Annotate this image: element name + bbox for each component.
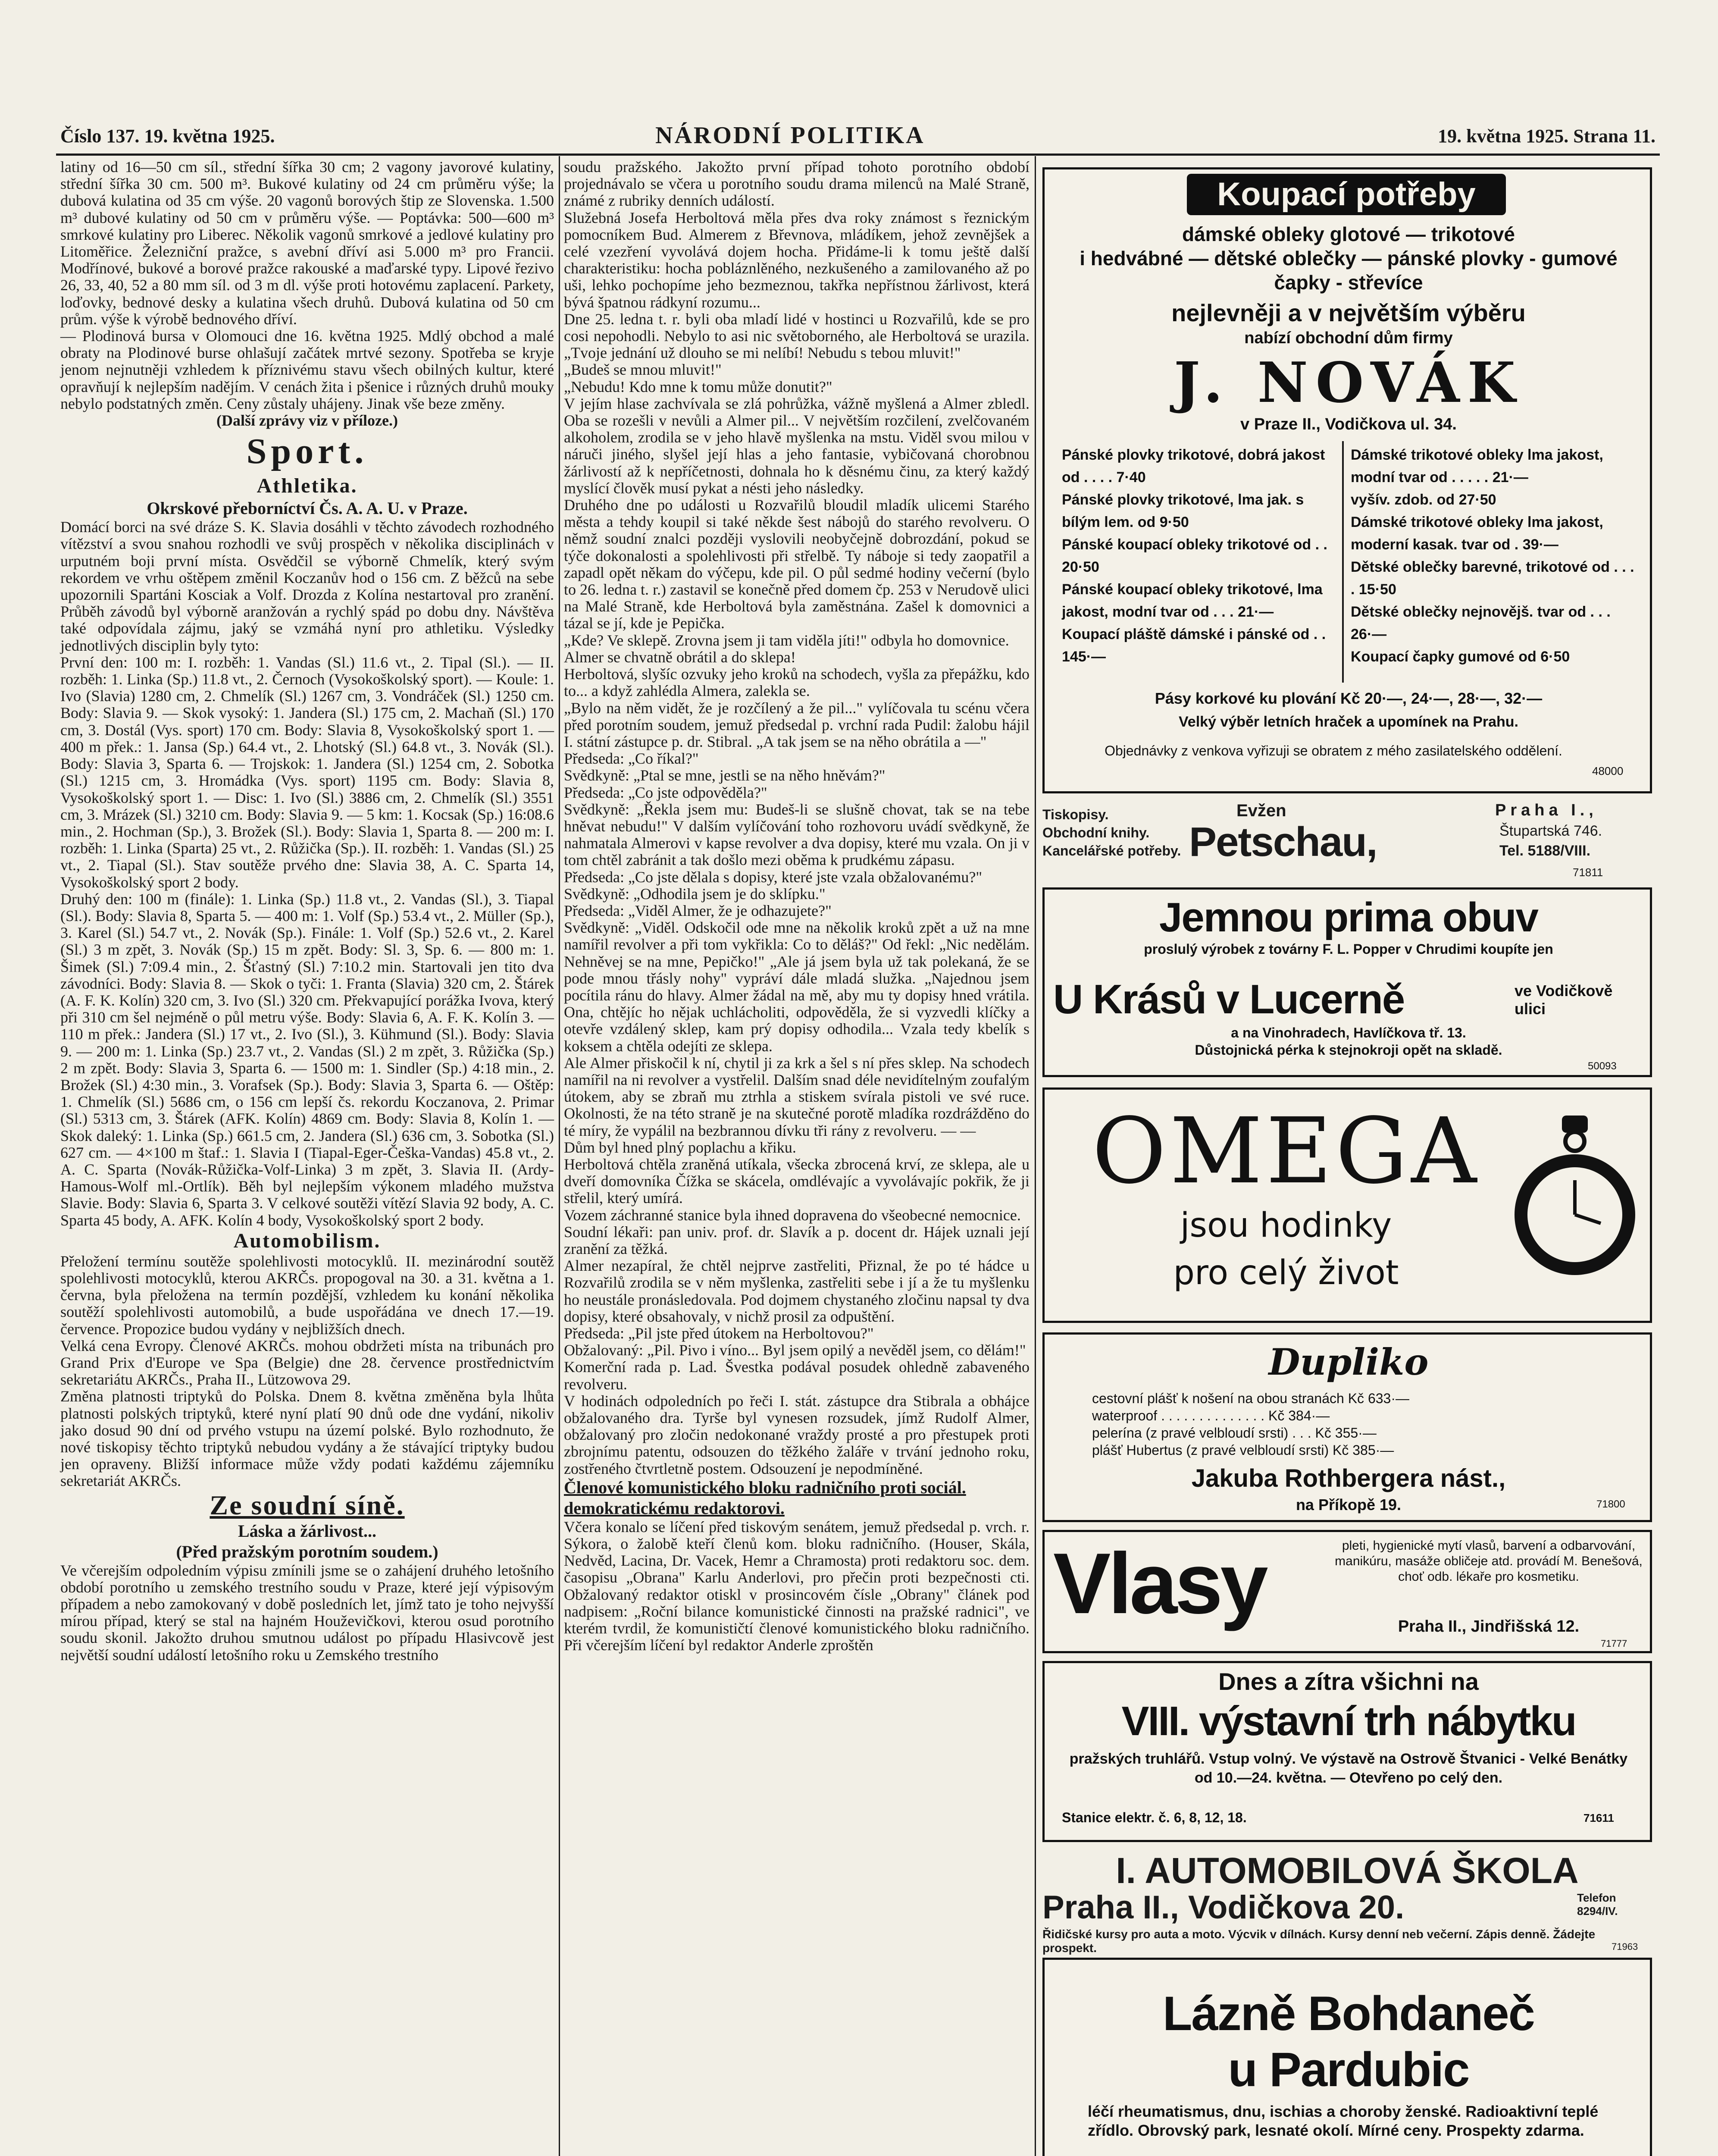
court-story-p26: Předseda: „Pil jste před útokem na Herboltovou?" <box>564 1325 874 1342</box>
ad-footwear <box>1042 887 1652 1077</box>
motorcycle-reliability-text: Přeložení termínu soutěže spolehlivosti motocyklů. II. mezinárodní soutěž spolehlivosti motocyklů, kterou AKRČs. propogoval na 30. a 31. května a 1. června, byla přeložena na termín pozdější, vzhledem ku konání několika soutěží spolehlivosti automobilů, a bude uspořádána ve dnech 17.—19. července. Propozice budou vydány v nejbližších dnech. <box>60 1252 554 1338</box>
ad-furniture-sub: pražských truhlářů. Vstup volný. Ve výstavě na Ostrově Štvanici - Velké Benátky od 10.—24. května. — Otevřeno po celý den. <box>1069 1751 1628 1786</box>
ad-petschau-number: 71811 <box>1573 866 1603 879</box>
ad-petschau-street: Štupartská 746. <box>1499 823 1602 839</box>
ad-driving-school-line2: Praha II., Vodičkova 20. <box>1042 1889 1405 1926</box>
jury-court-subheading: (Před pražským porotním soudem.) <box>176 1542 438 1561</box>
court-story-p11: „Bylo na něm vidět, že je rozčílený a že pil..." vylíčovala tu scénu včera před porotním soudem, jemuž předsedal p. vrchní rada Pudil: žalobu hájil I. státní zástupce p. dr. Stibral. „A tak jsem se na něho obrátila a —" <box>564 699 1030 750</box>
further-news-note: (Další zprávy viz v příloze.) <box>216 412 398 429</box>
ad-driving-school <box>1042 1850 1652 1953</box>
ad-novak-brand: J. NOVÁK <box>1174 351 1523 415</box>
ad-spa-line1: Lázně Bohdaneč <box>1163 1987 1534 2040</box>
district-championship-heading: Okrskové přeborníctví Čs. A. A. U. v Praze. <box>147 498 468 518</box>
court-story-p19: Svědkyně: „Viděl. Odskočil ode mne na několik kroků zpět a už na mne namířil revolver a při tom vykřikla: Co to děláš?" Od řekl: „Nic nedělám. Nehněvej se na mne, Pepičko!" „Ale já jsem byla už tak polekaná, že se pode mnou třásly nohy" vypráví dále mladá služka. „Najednou jsem pocítila ránu do hlavy. Almer žádal na mě, aby mu ty dopisy hned vrátila. Ona, chtějíc ho nějak uchlácholiti, odpověděla, že si vyzvedli klíčky a otevře vzdálený sklep, kam prý dopisy odhodila... Vzala tedy kbelík s koksem a chtěla odejíti ze sklepa. <box>564 919 1030 1055</box>
court-story-p12: Předseda: „Co říkal?" <box>564 750 699 768</box>
column-1 <box>60 159 554 1664</box>
ad-hair-text: pleti, hygienické mytí vlasů, barvení a odbarvování, manikúru, masáže obličeje atd. provádí M. Benešová, choť odb. lékaře pro kosmetiku. <box>1335 1539 1643 1584</box>
communist-bloc-heading: Členové komunistického bloku radničního proti sociál. demokratickému redaktorovi. <box>564 1477 966 1518</box>
court-story-p25: Almer nezapíral, že chtěl nejprve zastřeliti, Přiznal, že po té hádce u Rozvařilů zrodila se v něm myšlenka, zastřeliti sebe i jí a že tu myšlenku ho neustále pronásledovala. Pod dojmem chystaného zločinu napsal ty dva dopisy, které obsahovaly, v nichž prosil za odpuštění. <box>564 1257 1030 1325</box>
ad-petschau-city: Praha I., <box>1495 801 1598 819</box>
court-story-p24: Soudní lékaři: pan univ. prof. dr. Slavík a p. docent dr. Hájek uznali její zranění za těžká. <box>564 1223 1030 1257</box>
ad-hair-number: 71777 <box>1601 1638 1627 1649</box>
sport-heading: Sport. <box>246 431 368 472</box>
column-2 <box>564 159 1030 1654</box>
ad-petschau-brand: Petschau, <box>1189 819 1377 865</box>
athletics-day1-results: První den: 100 m: I. rozběh: 1. Vandas (Sl.) 11.6 vt., 2. Tipal (Sl.). — II. rozběh: 1. Linka (Sp.) 11.8 vt., 2. Černoch (Vysokoškolský sport). — Koule: 1. Ivo (Slavia) 1280 cm, 2. Chmelík (Sl.) 1267 cm, 3. Vondráček (Sl.) 1250 cm. Body: Slavia 9. — Skok vysoký: 1. Jandera (Sl.) 175 cm, 2. Machaň (Sl.) 170 cm, 3. Dostál (Vys. sport) 170 cm. Body: Slavia 8, Vysokoškolský sport 1. — 400 m přek.: 1. Jansa (Sp.) 64.4 vt., 2. Lhotský (Sl.) 64.8 vt., 3. Novák (Sl.). Body: Slavia 3, Sparta 6. — Trojskok: 1. Jandera (Sl.) 1254 cm, 2. Sobotka (Sl.) 1215 cm, 3. Hromádka (Vys. sport) 1195 cm. Body: Slavia 8, Vysokoškolský sport 1. — Disc: 1. Ivo (Sl.) 3886 cm, 2. Chmelík (Sl.) 3551 cm, 3. Mrázek (Sl.) 3210 cm. Body: Slavia 9. — 5 km: 1. Kocsak (Sp.) 16:08.6 min., 2. Hochman (Sp.), 3. Brožek (Sl.). Body: Slavia 1, Sparta 8. — 200 m: I. rozběh: 1. Linka (Sparta) 25 vt., 2. Růžička (Sp.). II. rozběh: 1. Vandas (Sl.) 25 vt., 2. Tiapal (Sl.). Stav soutěže prvého dne: Slavia 38, A. C. Sparta 14, Vysokoškolský sport 2 body. <box>60 653 554 891</box>
court-story-p13: Svědkyně: „Ptal se mne, jestli se na něho hněvám?" <box>564 767 886 784</box>
ad-novak-number: 48000 <box>1592 765 1624 777</box>
ad-dupliko-item2: waterproof . . . . . . . . . . . . . . Kč 384·— <box>1092 1408 1330 1423</box>
ad-omega <box>1042 1087 1652 1323</box>
ad-novak-title: Koupací potřeby <box>1217 176 1476 213</box>
court-text: Ve včerejším odpoledním výpisu zmínili jsme se o zahájení druhého letošního období porotního u zemského trestního soudu v Praze, které její výpisovým případem a nebo zamokovaný v době posledních let, jímž tato je toho nejvyšší mírou případ, který se stal na hajném Houževičkovi, kterou osud porotního soudu skonil. Jakožto druhou smutnou událost po případu Hlasivcově jest největší soudní událostí letošního roku u Zemského trestního <box>60 1561 554 1664</box>
column-divider-1 <box>559 156 560 2156</box>
court-story-p15: Svědkyně: „Řekla jsem mu: Budeš-li se slušně chovat, tak se na tebe hněvat nebudu!" V dalším vylíčování toho rozhovoru uvádí svědkyně, že nahmatala Almerovi v kapse revolver a dva dopisy, které mu vzala. On ji v tom chtěl zabránit a tak došlo mezi oběma k prudkému zápasu. <box>564 800 1030 869</box>
header-rule <box>56 154 1660 156</box>
court-story-p23: Vozem záchranné stanice byla ihned dopravena do všeobecné nemocnice. <box>564 1206 1021 1224</box>
court-story-p10: Herboltová, slyšíc ozvuky jeho kroků na schodech, vyšla za přepážku, kdo to... a když zahlédla Almera, zalekla se. <box>564 665 1030 700</box>
pocket-watch-icon <box>1510 1116 1640 1288</box>
court-story-p9: Almer se chvatně obrátil a do sklepa! <box>564 648 796 666</box>
automobilism-heading: Automobilism. <box>233 1229 381 1252</box>
ad-novak-left-items: Pánské plovky trikotové, dobrá jakost od . . . . 7·40 Pánské plovky trikotové, lma jak. s bílým lem. od 9·50 Pánské koupací obleky trikotové od . . 20·50 Pánské koupací obleky trikotové, lma jakost, modní tvar od . . . 21·— Koupací pláště dámské i pánské od . . 145·— <box>1062 447 1327 665</box>
ad-dupliko-number: 71800 <box>1596 1498 1625 1510</box>
triptych-text: Změna platnosti triptyků do Polska. Dnem 8. května změněna byla lhůta platnosti polských triptyků, které nyní platí 90 dnů ode dne vydání, nikoliv jako dosud 90 dní od prvého vstupu na území polské. Bylo rozhodnuto, že nové tiskopisy těchto triptyků nebudou vydány a že stávající triptyky budou jen opraveny. Bližší informace může vždy podati každému zájemníku sekretariát AKRČs. <box>60 1388 554 1490</box>
ad-dupliko-address: na Příkopě 19. <box>1296 1496 1402 1514</box>
ad-novak-slogan: nejlevněji a v největším výběru <box>1171 299 1526 326</box>
ad-driving-school-number: 71963 <box>1612 1941 1638 1952</box>
ad-dupliko <box>1042 1332 1652 1522</box>
ad-footwear-shop: U Krásů v Lucerně <box>1053 976 1405 1022</box>
ad-driving-school-line1: I. AUTOMOBILOVÁ ŠKOLA <box>1116 1850 1579 1891</box>
court-story-p8: „Kde? Ve sklepě. Zrovna jsem ji tam viděla jíti!" odbyla ho domovnice. <box>564 631 1009 649</box>
olomouc-bourse-text: — Plodinová bursa v Olomouci dne 16. května 1925. Mdlý obchod a malé obraty na Plodinové burse ohlašují začátek mrtvé sezony. Spotřeba se kryje jenom nejnutněji vzhledem k příznivému stavu všech obilných kultur, které opravňují k nejlepším nadějím. V cenách žita i pšenice i různých druhů mouky nebylo podstatných změn. Ceny zůstaly uhájeny. Jinak vše beze změny. <box>60 327 554 412</box>
column-divider-2 <box>1035 156 1036 2156</box>
court-story-p20: Ale Almer přiskočil k ní, chytil ji za krk a šel s ní přes sklep. Na schodech namířil na ni revolver a vystřelil. Dalším snad déle nevidítelným zoufalým útokem, aby se zbraň mu ztrhla a stiskem svírala pistoli ve své ruce. Okolnosti, že na této straně je na skutečné porotě mladíka rozdrážděno do té míry, že vypálil na bezbrannou dívku tři rány z revolveru. — — <box>564 1054 1030 1139</box>
ad-footwear-extra: Důstojnická pérka k stejnokroji opět na skladě. <box>1195 1042 1502 1058</box>
ad-footwear-branch: a na Vinohradech, Havlíčkova tř. 13. <box>1231 1025 1466 1040</box>
ad-hair-address: Praha II., Jindřišská 12. <box>1398 1617 1580 1636</box>
court-story-p5: „Nebudu! Kdo mne k tomu může donutit?" <box>564 378 832 395</box>
court-story-verdict: V hodinách odpoledních po řeči I. stát. zástupce dra Stibrala a obhájce obžalovaného dra. Tyrše byl vynesen rozsudek, jímž Rudolf Almer, obžalovaný pro zločin nedokonané vraždy prosté a pro přestupek proti zbrojnímu patentu, odsouzen do těžkého žaláře v trvání jednoho roku, zostřeného čtvrtletně postem. Odsouzení je nepodmíněné. <box>564 1392 1030 1477</box>
court-story-p16: Předseda: „Co jste dělala s dopisy, které jste vzala obžalovanému?" <box>564 868 983 886</box>
ad-dupliko-item1: cestovní plášť k nošení na obou stranách Kč 633·— <box>1092 1391 1409 1406</box>
ad-footwear-title: Jemnou prima obuv <box>1159 894 1538 940</box>
athletics-day2-results: Druhý den: 100 m (finále): 1. Linka (Sp.) 11.8 vt., 2. Vandas (Sl.), 3. Tiapal (Sl.). Body: Slavia 8, Sparta 5. — 400 m: 1. Volf (Sp.) 53.4 vt., 2. Müller (Sp.), 3. Karel (Sl.) 54.7 vt., 2. Novák (Sp.). Finále: 1. Volf (Sp.) 52.6 vt., 2. Karel (Sl.) 3 m zpět, 3. Novák (Sp.) 15 m zpět. Body: Sl. 3, Sp. 6. — 800 m: 1. Šimek (Sl.) 7:09.4 min., 2. Šťastný (Sl.) 7:10.2 min. Startovali jen tito dva závodníci. Body: Slavia 8. — Skok o tyči: 1. Franta (Slavia) 320 cm, 2. Štárek (A. F. K. Kolín) 320 cm, 3. Ivo (Sl.) 320 cm. Překvapující porážka Ivova, který při 310 cm šel nejméně o půl metru výše. Body: Slavia 6, A. F. K. Kolín 3. — 110 m přek.: Jandera (Sl.) 17 vt., 2. Ivo (Sl.), 3. Kühmund (Sl.). Body: Slavia 9. — 200 m: 1. Linka (Sp.) 23.7 vt., 2. Vandas (Sl.) 2 m zpět, 3. Růžička (Sp.) 2 m zpět. Body: Slavia 3, Sparta 6. — 1500 m: 1. Sindler (Sp.) 4:18 min., 2. Brožek (Sl.) 4:30 min., 3. Vorafsek (Sp.). Body: Slavia 3, Sparta 6. — Oštěp: 1. Chmelík (Sl.) 5686 cm, o 156 cm lepší čs. rekordu Koczanova, 2. Primar (Sl.) 5313 cm, 3. Štárek (AFK. Kolín) 4869 cm. Body: Slavia 8, Kolín 1. — Skok daleký: 1. Linka (Sp.) 661.5 cm, 2. Jandera (Sl.) 636 cm, 3. Sobotka (Sl.) 627 cm. — 4×100 m štaf.: 1. Slavia I (Tiapal-Eger-Češka-Vandas) 45.8 vt., 2. A. C. Sparta (Novák-Růžička-Volf-Linka) 3 m zpět, 3. Slavia II. (Ardy-Hamous-Wolf ml.-Ortlík). Běh byl nejlepším výkonem mladého mužstva Slavie. Body: Slavia 6, Sparta 3. V celkové soutěži vítězí Slavia 92 body, A. C. Sparta 45 body, A. AFK. Kolín 4 body, Vysokoškolský sport 2 body. <box>60 890 554 1229</box>
ad-driving-school-tel: Telefon 8294/IV. <box>1577 1891 1618 1918</box>
athletics-intro: Domácí borci na své dráze S. K. Slavia dosáhli v těchto závodech rozhodného vítězství a svou snahou rozhodli ve svůj prospěch v několika disciplinách v urputném boji první místa. Osvědčil se výborně Chmelík, který svým rekordem ve vrhu oštěpem změnil Koczanův hod o 156 cm. Z běžců na sebe upozornili Spartáni Kosciak a Volf. Drozda z Kolína nestartoval pro zranění. Průběh závodů byl výborně aranžován a rychlý spád po dobu dny. Návštěva také odpovídala zájmu, jaký se vzmáhá nyní pro athletiku. Výsledky jednotlivých disciplin byly tyto: <box>60 518 554 654</box>
ad-furniture-title: VIII. výstavní trh nábytku <box>1121 1698 1576 1744</box>
ad-omega-line1: jsou hodinky <box>1180 1206 1392 1245</box>
court-story-p18: Předseda: „Viděl Almer, že je odhazujete?" <box>564 902 832 919</box>
court-heading: Ze soudní síně. <box>210 1489 405 1520</box>
ad-furniture <box>1042 1661 1652 1842</box>
athletics-heading: Athletika. <box>257 474 358 498</box>
ad-omega-brand: OMEGA <box>1092 1098 1480 1204</box>
ad-novak-cork-belts: Pásy korkové ku plování Kč 20·—, 24·—, 28·—, 32·— <box>1155 689 1543 707</box>
masthead: NÁRODNÍ POLITIKA <box>655 122 925 149</box>
page-header <box>60 122 1655 152</box>
court-story-p28: Komerční rada p. Lad. Švestka podával posudek ohledně zabaveného revolveru. <box>564 1358 1030 1393</box>
ad-petschau <box>1042 801 1652 900</box>
ad-novak-divider <box>1342 441 1344 683</box>
ad-novak-address: v Praze II., Vodičkova ul. 34. <box>1240 415 1457 433</box>
ad-furniture-stations: Stanice elektr. č. 6, 8, 12, 18. <box>1062 1810 1247 1825</box>
ad-spa-text: léčí rheumatismus, dnu, ischias a choroby ženské. Radioaktivní teplé zřídlo. Obrovský park, lesnaté okolí. Mírné ceny. Prospekty zdarma. <box>1088 2103 1599 2139</box>
ad-novak-lines: dámské obleky glotové — trikotové i hedvábné — dětské oblečky — pánské plovky - gumové čapky - střevíce <box>1080 223 1618 294</box>
ad-petschau-name: Evžen <box>1236 801 1286 820</box>
timber-market-text: latiny od 16—50 cm síl., střední šířka 30 cm; 2 vagony javorové kulatiny, střední šířka 30 cm. 500 m³. Bukové kulatiny od 24 cm průměru výše; la dubová kulatina od 35 cm výše. 20 vagonů borových štip ze Slovenska. 1.500 m³ dubové kulatiny od 50 cm v průměru výše. — Poptávka: 500—600 m³ smrkové kulatiny pro Liberec. Několik vagonů smrkové a jedlové kulatiny pro Litoměřice. Železniční pražce, s avební dříví asi 5.000 m³ pro Francii. Modřínové, bukové a borové pražce rakouské a maďarské typy. Lipové řezivo 26, 33, 40, 52 a 80 mm síl. od 3 m dl. výše proti hotovému zaplacení. Parkety, loďovky, bednové desky a kulatina všech druhů. Dubová kulatina od 50 cm prům. výše k výrobě bednového dříví. <box>60 158 554 328</box>
ad-dupliko-item4: plášť Hubertus (z pravé velbloudí srsti) Kč 385·— <box>1092 1442 1394 1458</box>
ad-dupliko-brand: Dupliko <box>1268 1341 1429 1383</box>
court-story-p14: Předseda: „Co jste odpověděla?" <box>564 783 767 801</box>
court-story-p22: Herboltová chtěla zraněná utíkala, všecka zbrocená krví, ze sklepa, ale u dveří domovníka Čížka se skácela, omdlévajíc a vyvolávajíc pokřik, že ji střelil, který umírá. <box>564 1155 1030 1207</box>
ad-footwear-number: 50093 <box>1588 1060 1617 1072</box>
ad-hair <box>1042 1530 1652 1653</box>
ad-hair-brand: Vlasy <box>1053 1536 1266 1632</box>
ad-petschau-tel: Tel. 5188/VIII. <box>1499 843 1591 859</box>
love-jealousy-heading: Láska a žárlivost... <box>238 1521 377 1541</box>
ad-footwear-right: ve Vodičkově ulici <box>1515 982 1613 1018</box>
ad-novak-shop: nabízí obchodní dům firmy <box>1244 329 1453 347</box>
grand-prix-text: Velká cena Evropy. Členové AKRČs. mohou obdržeti místa na tribunách pro Grand Prix d'Europe ve Spa (Belgie) dne 28. července prostřednictvím sekretariátu AKRČs., Praha II., Lützowova 29. <box>60 1337 554 1388</box>
ad-omega-line2: pro celý život <box>1173 1253 1399 1292</box>
ad-spa <box>1042 1958 1652 2156</box>
ad-footwear-sub: proslulý výrobek z továrny F. L. Popper v Chrudimi koupíte jen <box>1144 941 1553 957</box>
court-story-p17: Svědkyně: „Odhodila jsem je do sklípku." <box>564 885 826 903</box>
court-story-p6: V jejím hlase zachvívala se zlá pohrůžka, vážně myšlená a Almer zbledl. Oba se rozešli v nevůli a Almer pil... V největším rozčilení, zvelčovaném alkoholem, zrodila se v jeho hlavě myšlenka na mstu. Viděl svou milou v náruči jiného, slyšel její hlas a jeho fantasie, vybičovaná chorobnou žárlivostí až k nepříčetnosti, dohnala ho k děsnému činu, za který každý myslící člověk musí pykat a nésti jeho následky. <box>564 395 1030 497</box>
ad-furniture-number: 71611 <box>1583 1811 1614 1824</box>
ad-novak-bathing <box>1042 167 1652 793</box>
court-story-p7: Druhého dne po události u Rozvařilů bloudil mladík ulicemi Starého města a tehdy koupil si také někde šest nábojů do starého revolveru. O němž soudní znalci později vyslovili neobyčejně dobrozdání, pokud se týče dokonalosti a spolehlivosti při střelbě. Ty náboje si tedy zaopatřil a zapadl opět někam do výčepu, kde pil. O půl sedmé hodiny večerní (bylo to 26. ledna t. r.) zastavil se konečně před domem čp. 253 v Nerudově ulici na Malé Straně, kde Herboltová byla zaměstnána. Zašel k domovnici a tázal se jí, kde je Pepička. <box>564 496 1030 632</box>
ad-novak-right-items: Dámské trikotové obleky lma jakost, modní tvar od . . . . . 21·— vyšív. zdob. od 27·50 Dámské trikotové obleky lma jakost, moderní kasak. tvar od . 39·— Dětské oblečky barevné, trikotové od . . . . 15·50 Dětské oblečky nejnovějš. tvar od . . . 26·— Koupací čapky gumové od 6·50 <box>1351 447 1634 665</box>
court-story-p21: Dům byl hned plný poplachu a křiku. <box>564 1138 796 1156</box>
ad-dupliko-firm: Jakuba Rothbergera nást., <box>1191 1464 1506 1492</box>
court-story-p4: „Budeš se mnou mluvit!" <box>564 361 722 379</box>
ad-spa-line2: u Pardubic <box>1228 2043 1469 2096</box>
page-number: 19. května 1925. Strana 11. <box>1438 125 1655 147</box>
ad-petschau-left: Tiskopisy. Obchodní knihy. Kancelářské potřeby. <box>1042 807 1181 859</box>
ad-dupliko-item3: pelerína (z pravé velbloudí srsti) . . . Kč 355·— <box>1092 1425 1377 1441</box>
ad-novak-toys: Velký výběr letních hraček a upomínek na Prahu. <box>1179 714 1518 730</box>
communist-bloc-text: Včera konalo se líčení před tiskovým senátem, jemuž předsedal p. vrch. r. Sýkora, o žalobě kteří členů kom. bloku radničního. (Houser, Skála, Nedvěd, Lacina, Dr. Vacek, Hemr a Chramosta) proti redaktoru soc. dem. časopisu „Obrana" Karlu Anderlovi, pro přečin proti bezpečnosti cti. Obžalovaný redaktor otiskl v prosincovém čísle „Obrany" článek pod nadpisem: „Roční bilance komunistické činnosti na pražské radnici", ve kterém tvrdil, že komunističtí členové komunistického bloku radničního. Při včerejším líčení byl redaktor Anderle zproštěn <box>564 1518 1030 1654</box>
issue-number: Číslo 137. 19. května 1925. <box>60 125 275 147</box>
ad-driving-school-sub: Řidičské kursy pro auta a moto. Výcvik v dílnách. Kursy denní neb večerní. Zápis denně. Žádejte prospekt. <box>1042 1927 1596 1955</box>
ad-furniture-top: Dnes a zítra všichni na <box>1218 1668 1479 1695</box>
court-story-p1: soudu pražského. Jakožto první případ tohoto porotního období projednávalo se včera u porotního soudu drama milenců na Malé Straně, známé z rubriky denních událostí. <box>564 158 1030 210</box>
court-story-p27: Obžalovaný: „Pil. Pivo i víno... Byl jsem opilý a nevěděl jsem, co dělám!" <box>564 1341 1026 1359</box>
ad-novak-orders: Objednávky z venkova vyřizuji se obratem z mého zasilatelského oddělení. <box>1105 743 1562 758</box>
court-story-p2: Služebná Josefa Herboltová měla přes dva roky známost s řeznickým pomocníkem Bud. Almerem z Břevnova, mládíkem, jehož zevnějšek a celé vzezření vyvolává dojem hocha. Přidáme-li k tomu ještě další charakteristiku: hocha pobláznlěného, nezkušeného a zamilovaného až po uši, lehko pochopíme jeho bezmeznou, takřka nepřístnou žárlivost, která bývá špatnou rádkyní rozumu... <box>564 209 1030 311</box>
court-story-p3: Dne 25. ledna t. r. byli oba mladí lidé v hostinci u Rozvařilů, kde se pro cosi nepohodli. Nebylo to asi nic světoborného, ale Herboltová se urazila. „Tvoje jednání už dlouho se mi nelíbí! Nebudu s tebou mluvit!" <box>564 310 1030 362</box>
